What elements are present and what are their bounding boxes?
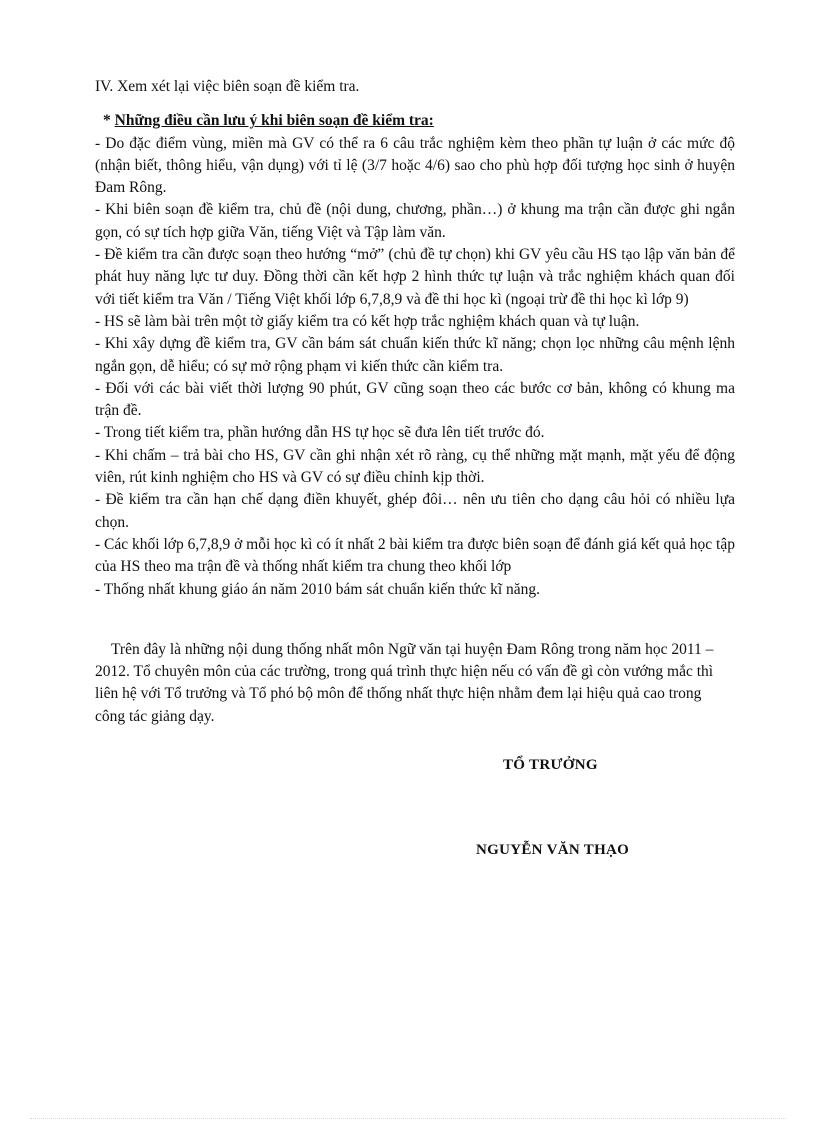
note-item: - Đề kiểm tra cần được soạn theo hướng “mở” (chủ đề tự chọn) khi GV yêu cầu HS tạo lập văn bản để phát huy năng lực tư duy. Đồng thời cần kết hợp 2 hình thức tự luận và trắc nghiệm khách quan đối với tiết kiểm tra Văn / Tiếng Việt khối lớp 6,7,8,9 và đề thi học kì (ngoại trừ đề thi học kì lớp 9) <box>95 246 735 308</box>
document-body <box>95 76 735 728</box>
signature-title: TỔ TRƯỞNG <box>503 757 598 773</box>
note-item: - Đề kiểm tra cần hạn chế dạng điền khuyết, ghép đôi… nên ưu tiên cho dạng câu hỏi có nhiều lựa chọn. <box>95 491 735 531</box>
notes-heading-star: * <box>103 112 111 130</box>
note-item: - Do đặc điểm vùng, miền mà GV có thể ra 6 câu trắc nghiệm kèm theo phần tự luận ở các mức độ (nhận biết, thông hiểu, vận dụng) với tỉ lệ (3/7 hoặc 4/6) sao cho phù hợp đối tượng học sinh ở huyện Đam Rông. <box>95 134 735 197</box>
note-item: - Khi chấm – trả bài cho HS, GV cần ghi nhận xét rõ ràng, cụ thể những mặt mạnh, mặt yếu để động viên, rút kinh nghiệm cho HS và GV có sự điều chỉnh kịp thời. <box>95 446 735 487</box>
section-heading: IV. Xem xét lại việc biên soạn đề kiểm tra. <box>95 78 360 95</box>
notes-heading-text: Những điều cần lưu ý khi biên soạn đề kiểm tra: <box>114 112 434 130</box>
note-item: - Các khối lớp 6,7,8,9 ở mỗi học kì có ít nhất 2 bài kiểm tra được biên soạn để đánh giá kết quả học tập của HS theo ma trận đề và thống nhất kiểm tra chung theo khối lớp <box>95 535 735 576</box>
note-item: - Thống nhất khung giáo án năm 2010 bám sát chuẩn kiến thức kĩ năng. <box>95 580 541 598</box>
signature-name: NGUYỄN VĂN THẠO <box>476 842 630 858</box>
page-bottom-divider <box>30 1118 786 1119</box>
closing-paragraph: Trên đây là những nội dung thống nhất môn Ngữ văn tại huyện Đam Rông trong năm học 2011 – 2012. Tổ chuyên môn của các trường, trong quá trình thực hiện nếu có vấn đề gì còn vướng mắc thì liên hệ với Tổ trưởng và Tổ phó bộ môn để thống nhất thực hiện nhằm đem lại hiệu quả cao trong công tác giảng dạy. <box>95 640 714 725</box>
note-item: - HS sẽ làm bài trên một tờ giấy kiểm tra có kết hợp trắc nghiệm khách quan và tự luận. <box>95 312 640 330</box>
note-item: - Khi biên soạn đề kiểm tra, chủ đề (nội dung, chương, phần…) ở khung ma trận cần được ghi ngắn gọn, có sự tích hợp giữa Văn, tiếng Việt và Tập làm văn. <box>95 201 735 241</box>
note-item: - Trong tiết kiểm tra, phần hướng dẫn HS tự học sẽ đưa lên tiết trước đó. <box>95 424 545 442</box>
note-item: - Đối với các bài viết thời lượng 90 phút, GV cũng soạn theo các bước cơ bản, không có khung ma trận đề. <box>95 379 735 420</box>
notes-heading <box>95 110 735 132</box>
note-item: - Khi xây dựng đề kiểm tra, GV cần bám sát chuẩn kiến thức kĩ năng; chọn lọc những câu mệnh lệnh ngắn gọn, dễ hiểu; có sự mở rộng phạm vi kiến thức cần kiểm tra. <box>95 335 735 375</box>
